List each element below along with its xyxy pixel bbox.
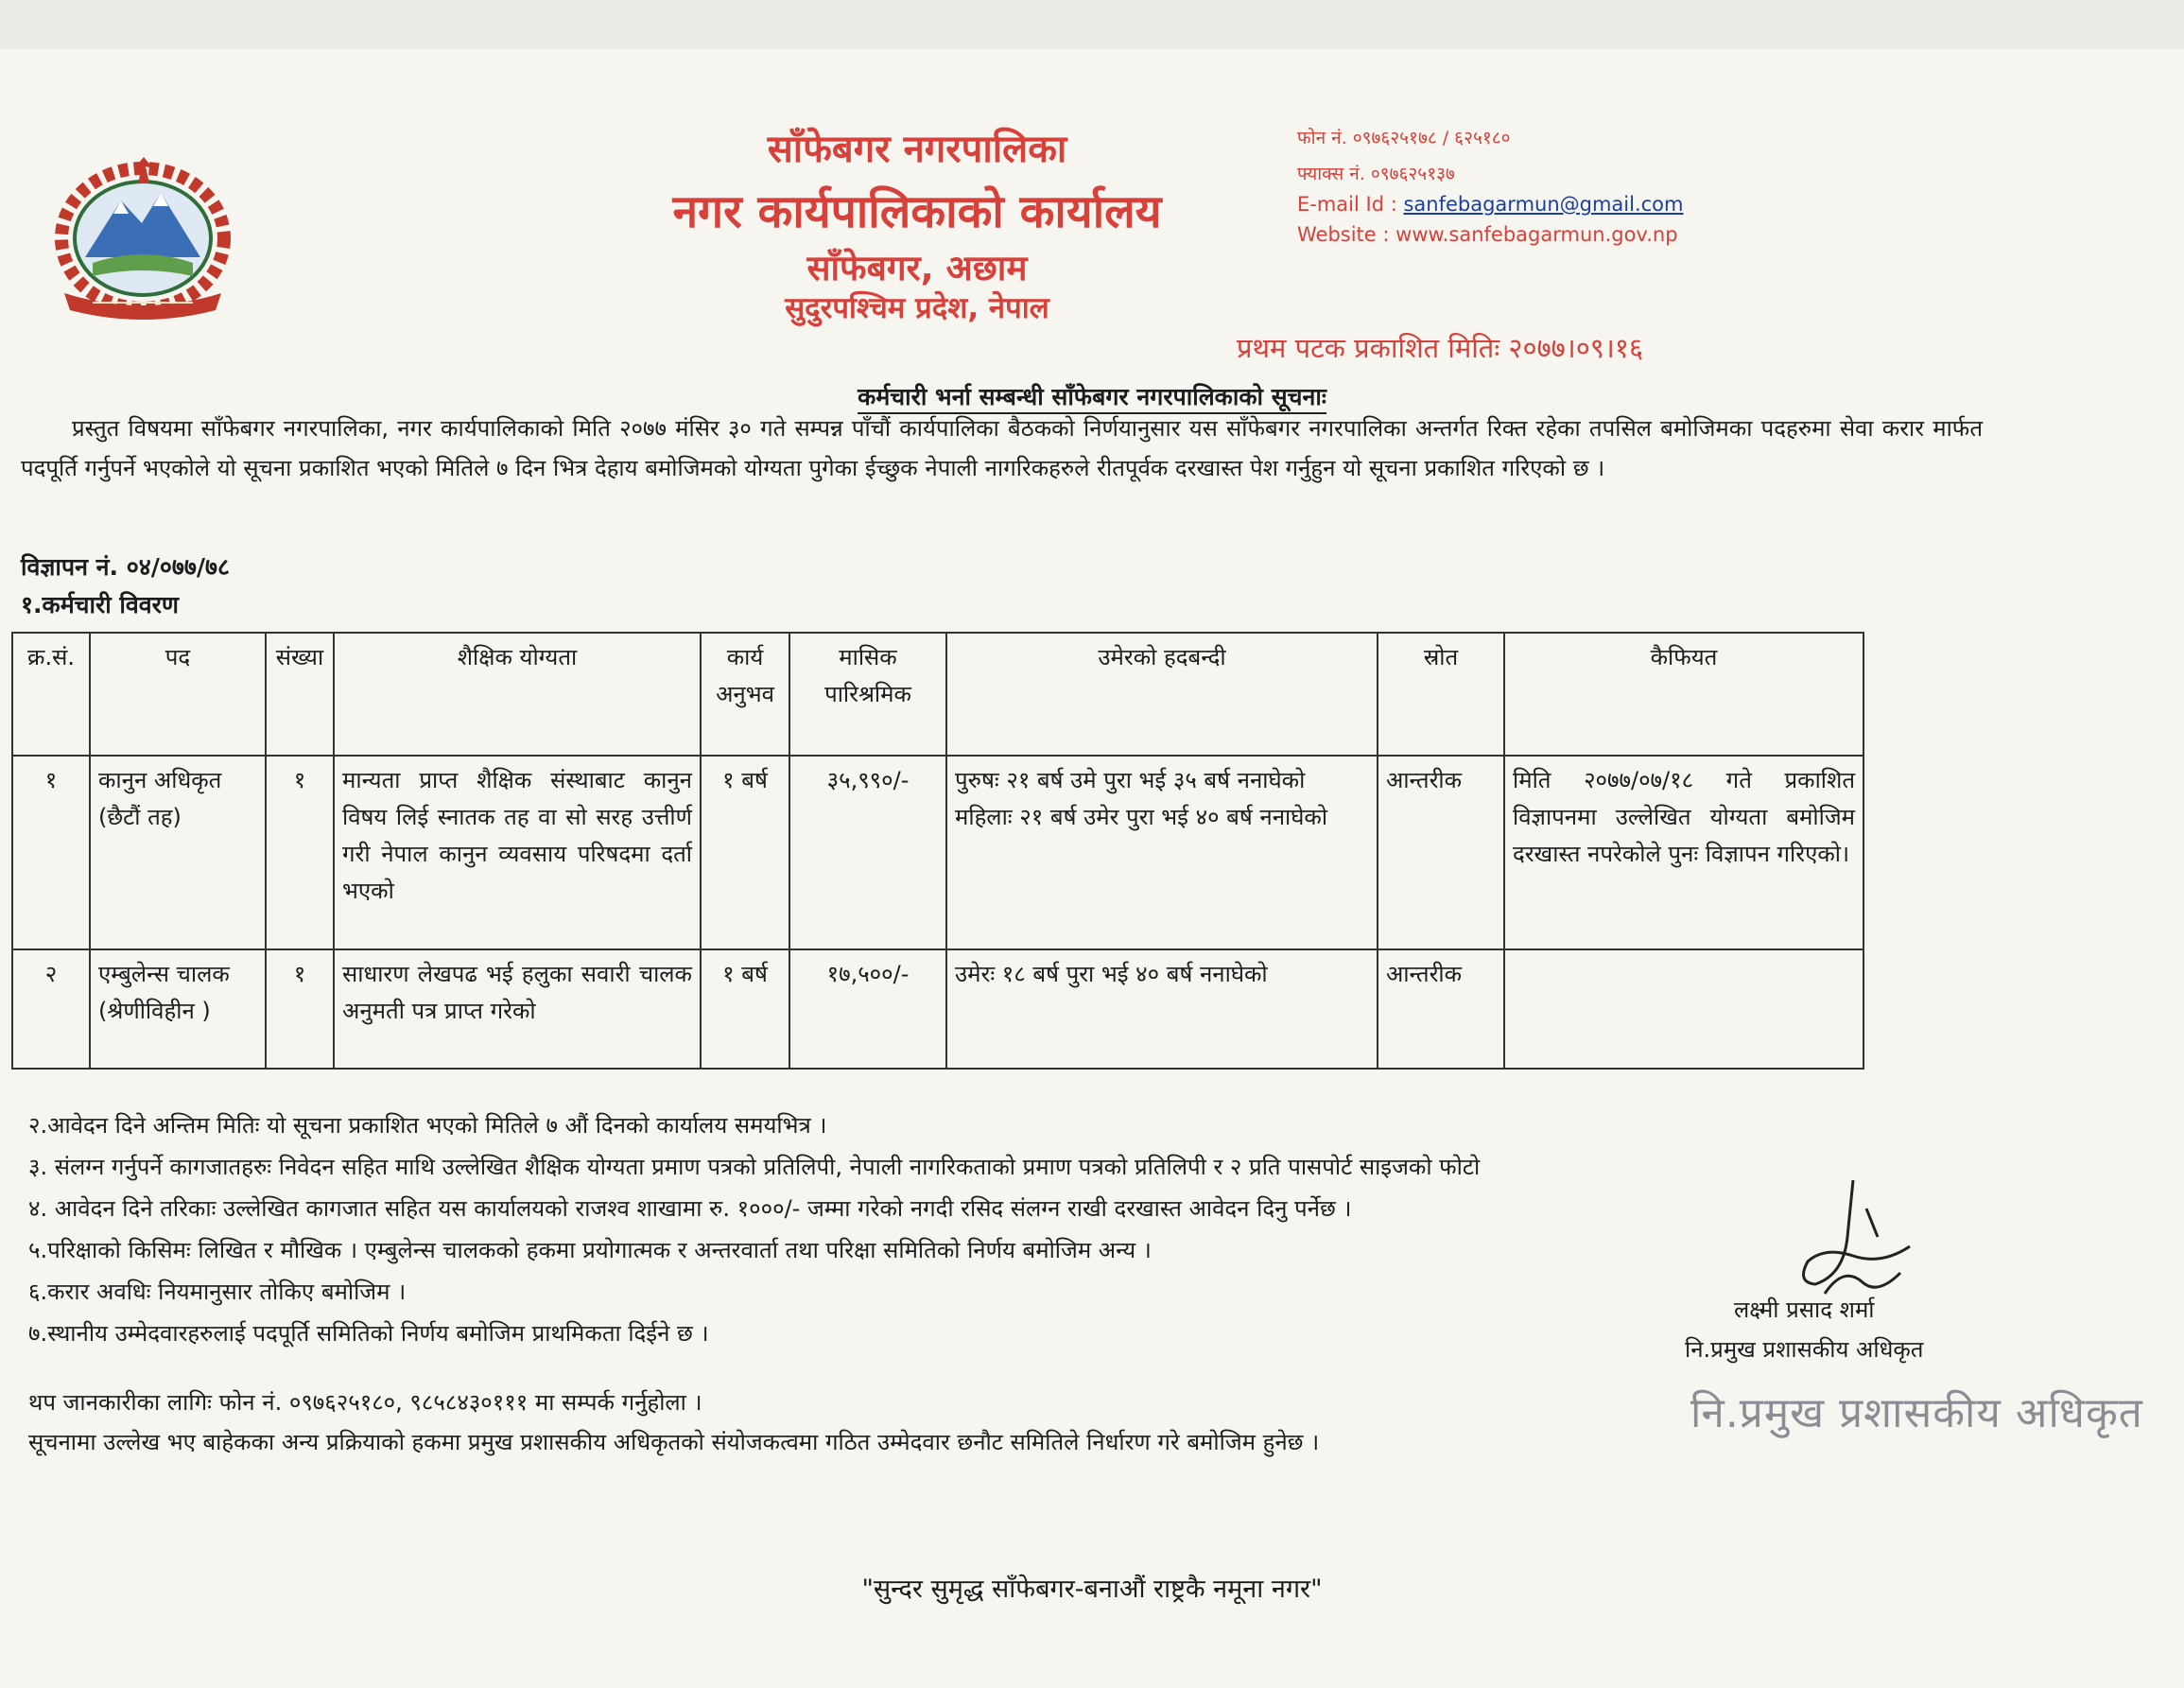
- point-deadline: २.आवेदन दिने अन्तिम मितिः यो सूचना प्रकाशित भएको मितिले ७ औं दिनको कार्यालय समयभित्र ।: [28, 1112, 827, 1139]
- scan-top-margin: [0, 0, 2184, 49]
- official-stamp: नि.प्रमुख प्रशासकीय अधिकृत: [1690, 1389, 2143, 1437]
- signatory-designation: नि.प्रमुख प्रशासकीय अधिकृत: [1685, 1336, 1924, 1363]
- phone-number: फोन नं. ०९७६२५१७८ / ६२५१८०: [1297, 128, 1511, 148]
- point-contract-period: ६.करार अवधिः नियमानुसार तोकिए बमोजिम ।: [28, 1279, 407, 1305]
- cell-count: १: [266, 949, 334, 1069]
- website-line[interactable]: Website : www.sanfebagarmun.gov.np: [1297, 223, 1678, 246]
- cell-experience: १ बर्ष: [701, 756, 789, 949]
- notice-title-text: कर्मचारी भर्ना सम्बन्धी साँफेबगर नगरपालिकाको सूचनाः: [858, 383, 1326, 414]
- age-limit-male: उमेरः १८ बर्ष पुरा भई ४० बर्ष ननाघेको: [955, 961, 1268, 987]
- cell-source: आन्तरीक: [1378, 756, 1504, 949]
- cell-salary: १७,५००/-: [789, 949, 946, 1069]
- cell-source: आन्तरीक: [1378, 949, 1504, 1069]
- cell-remarks: [1504, 949, 1863, 1069]
- nepal-emblem-icon: [36, 151, 250, 322]
- signatory-name: लक्ष्मी प्रसाद शर्मा: [1734, 1296, 1875, 1323]
- email-label: E-mail Id :: [1297, 193, 1404, 216]
- cell-remarks: मिति २०७७/०७/१८ गते प्रकाशित विज्ञापनमा उल्लेखित योग्यता बमोजिम दरखास्त नपरेकोले पुनः विज्ञापन गरिएको।: [1504, 756, 1863, 949]
- point-application-method: ४. आवेदन दिने तरिकाः उल्लेखित कागजात सहित यस कार्यालयको राजश्व शाखामा रु. १०००/- जम्मा गरेको नगदी रसिद संलग्न राखी दरखास्त आवेदन दिनु पर्नेछ ।: [28, 1195, 1352, 1222]
- notice-points: [28, 1105, 1480, 1354]
- email-line: [1297, 193, 1684, 216]
- office-name: नगर कार्यपालिकाको कार्यालय: [672, 185, 1162, 238]
- cell-experience: १ बर्ष: [701, 949, 789, 1069]
- email-link[interactable]: sanfebagarmun@gmail.com: [1403, 193, 1684, 216]
- fax-number: फ्याक्स नं. ०९७६२५१३७: [1297, 164, 1455, 184]
- cell-count: १: [266, 756, 334, 949]
- col-salary: मासिक पारिश्रमिक: [789, 633, 946, 756]
- point-documents: ३. संलग्न गर्नुपर्ने कागजातहरुः निवेदन सहित माथि उल्लेखित शैक्षिक योग्यता प्रमाण पत्रको प्रतिलिपी, नेपाली नागरिकताको प्रमाण पत्रको प्रतिलिपी र २ प्रति पासपोर्ट साइजको फोटो: [28, 1154, 1481, 1180]
- col-experience: कार्य अनुभव: [701, 633, 789, 756]
- cell-qualification: साधारण लेखपढ भई हलुका सवारी चालक अनुमती पत्र प्राप्त गरेको: [334, 949, 701, 1069]
- cell-qualification: मान्यता प्राप्त शैक्षिक संस्थाबाट कानुन विषय लिई स्नातक तह वा सो सरह उत्तीर्ण गरी नेपाल कानुन व्यवसाय परिषदमा दर्ता भएको: [334, 756, 701, 949]
- point-exam-type: ५.परिक्षाको किसिमः लिखित र मौखिक । एम्बुलेन्स चालकको हकमा प्रयोगात्मक र अन्तरवार्ता तथा परिक्षा समितिको निर्णय बमोजिम अन्य ।: [28, 1237, 1152, 1263]
- contact-info-line: थप जानकारीका लागिः फोन नं. ०९७६२५१८०, ९८५८४३०१११ मा सम्पर्क गर्नुहोला ।: [28, 1389, 702, 1416]
- more-info: [28, 1383, 1319, 1462]
- cell-sn: २: [12, 949, 90, 1069]
- col-source: स्रोत: [1378, 633, 1504, 756]
- age-limit-male: पुरुषः २१ बर्ष उमे पुरा भई ३५ बर्ष ननाघेको: [955, 767, 1306, 793]
- table-header-row: [12, 633, 1863, 756]
- intro-paragraph: प्रस्तुत विषयमा साँफेबगर नगरपालिका, नगर कार्यपालिकाको मिति २०७७ मंसिर ३० गते सम्पन्न पाँचौं कार्यपालिका बैठकको निर्णयानुसार यस साँफेबगर नगरपालिका अन्तर्गत रिक्त रहेका तपसिल बमोजिमका पदहरुमा सेवा करार मार्फत पदपूर्ति गर्नुपर्ने भएकोले यो सूचना प्रकाशित भएको मितिले ७ दिन भित्र देहाय बमोजिमको योग्यता पुगेका ईच्छुक नेपाली नागरिकहरुले रीतपूर्वक दरखास्त पेश गर्नुहुन यो सूचना प्रकाशित गरिएको छ ।: [21, 415, 1983, 481]
- section-staff-details: १.कर्मचारी विवरण: [21, 591, 179, 618]
- col-sn: क्र.सं.: [12, 633, 90, 756]
- publish-date: प्रथम पटक प्रकाशित मितिः २०७७।०९।१६: [1237, 332, 1644, 364]
- office-location: साँफेबगर, अछाम: [806, 248, 1028, 288]
- closing-line: सूचनामा उल्लेख भए बाहेकका अन्य प्रक्रियाको हकमा प्रमुख प्रशासकीय अधिकृतको संयोजकत्वमा गठित उम्मेदवार छनौट समितिले निर्धारण गरे बमोजिम हुनेछ ।: [28, 1429, 1320, 1455]
- col-remarks: कैफियत: [1504, 633, 1863, 756]
- cell-age-limit: [946, 756, 1378, 949]
- notice-title: [0, 380, 2184, 412]
- cell-post: कानुन अधिकृत (छैटौं तह): [90, 756, 266, 949]
- ad-number: विज्ञापन नं. ०४/०७७/७८: [21, 553, 230, 581]
- age-limit-female: महिलाः २१ बर्ष उमेर पुरा भई ४० बर्ष ननाघेको: [955, 804, 1328, 830]
- cell-age-limit: [946, 949, 1378, 1069]
- cell-post: एम्बुलेन्स चालक (श्रेणीविहीन ): [90, 949, 266, 1069]
- col-qualification: शैक्षिक योग्यता: [334, 633, 701, 756]
- municipality-slogan: "सुन्दर सुमृद्ध साँफेबगर-बनाऔं राष्ट्रकै नमूना नगर": [861, 1575, 1323, 1604]
- province-name: सुदुरपश्चिम प्रदेश, नेपाल: [785, 291, 1049, 325]
- municipality-name: साँफेबगर नगरपालिका: [767, 128, 1067, 171]
- col-count: संख्या: [266, 633, 334, 756]
- point-local-priority: ७.स्थानीय उम्मेदवारहरुलाई पदपूर्ति समितिको निर्णय बमोजिम प्राथमिकता दिईने छ ।: [28, 1320, 709, 1347]
- cell-salary: ३५,९९०/-: [789, 756, 946, 949]
- col-post: पद: [90, 633, 266, 756]
- staff-table: [11, 632, 1864, 1070]
- cell-sn: १: [12, 756, 90, 949]
- col-age-limit: उमेरको हदबन्दी: [946, 633, 1378, 756]
- table-row: [12, 756, 1863, 949]
- table-row: [12, 949, 1863, 1069]
